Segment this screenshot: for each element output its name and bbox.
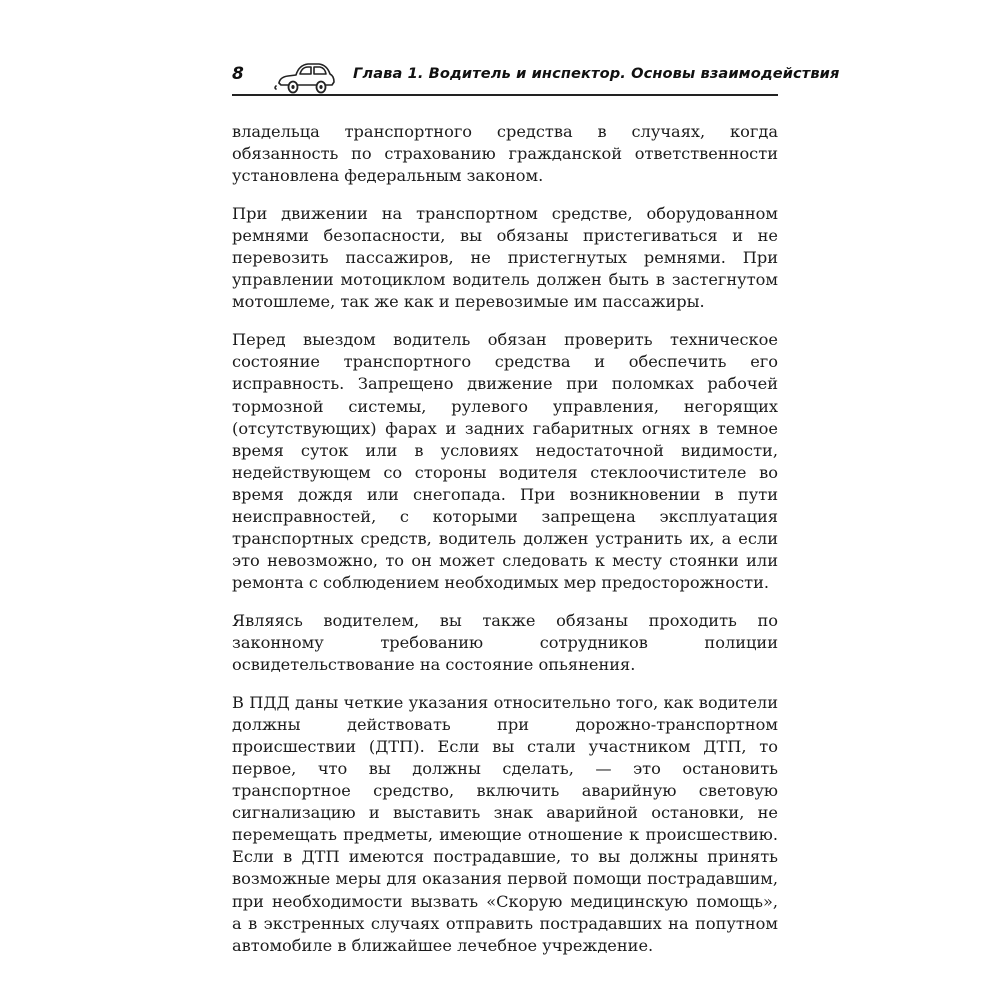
paragraph: владельца транспортного средства в случаях, когда обязанность по страхованию гражданской ответственности установлена федеральным законом. <box>232 122 778 186</box>
header-rule <box>232 94 778 96</box>
chapter-title: Глава 1. Водитель и инспектор. Основы взаимодействия <box>353 65 840 82</box>
body-text <box>232 121 778 957</box>
page-number: 8 <box>232 64 244 84</box>
paragraph: Являясь водителем, вы также обязаны проходить по законному требованию сотрудников полиции освидетельствование на состояние опьянения. <box>232 610 778 675</box>
paragraph: В ПДД даны четкие указания относительно того, как водители должны действовать при дорожно-транспортном происшествии (ДТП). Если вы стали участником ДТП, то первое, что вы должны сделать, — это остановить транспортное средство, включить аварийную световую сигнализацию и выставить знак аварийной остановки, не перемещать предметы, имеющие отношение к происшествию. Если в ДТП имеются пострадавшие, то вы должны принять возможные меры для оказания первой помощи пострадавшим, при необходимости вызвать «Скорую медицинскую помощь», а в экстренных случаях отправить пострадавших на попутном автомобиле в ближайшее лечебное учреждение. <box>232 693 778 955</box>
running-header <box>232 56 840 100</box>
paragraph: При движении на транспортном средстве, оборудованном ремнями безопасности, вы обязаны пристегиваться и не перевозить пассажиров, не пристегнутых ремнями. При управлении мотоциклом водитель должен быть в застегнутом мотошлеме, так же как и перевозимые им пассажиры. <box>232 204 778 312</box>
car-icon <box>274 56 338 98</box>
paragraph: Перед выездом водитель обязан проверить техническое состояние транспортного средства и обеспечить его исправность. Запрещено движение при поломках рабочей тормозной системы, рулевого управления, негорящих (отсутствующих) фарах и задних габаритных огнях в темное время суток или в условиях недостаточной видимости, недействующем со стороны водителя стеклоочистителе во время дождя или снегопада. При возникновении в пути неисправностей, с которыми запрещена эксплуатация транспортных средств, водитель должен устранить их, а если это невозможно, то он может следовать к месту стоянки или ремонта с соблюдением необходимых мер предосторожности. <box>232 330 778 592</box>
